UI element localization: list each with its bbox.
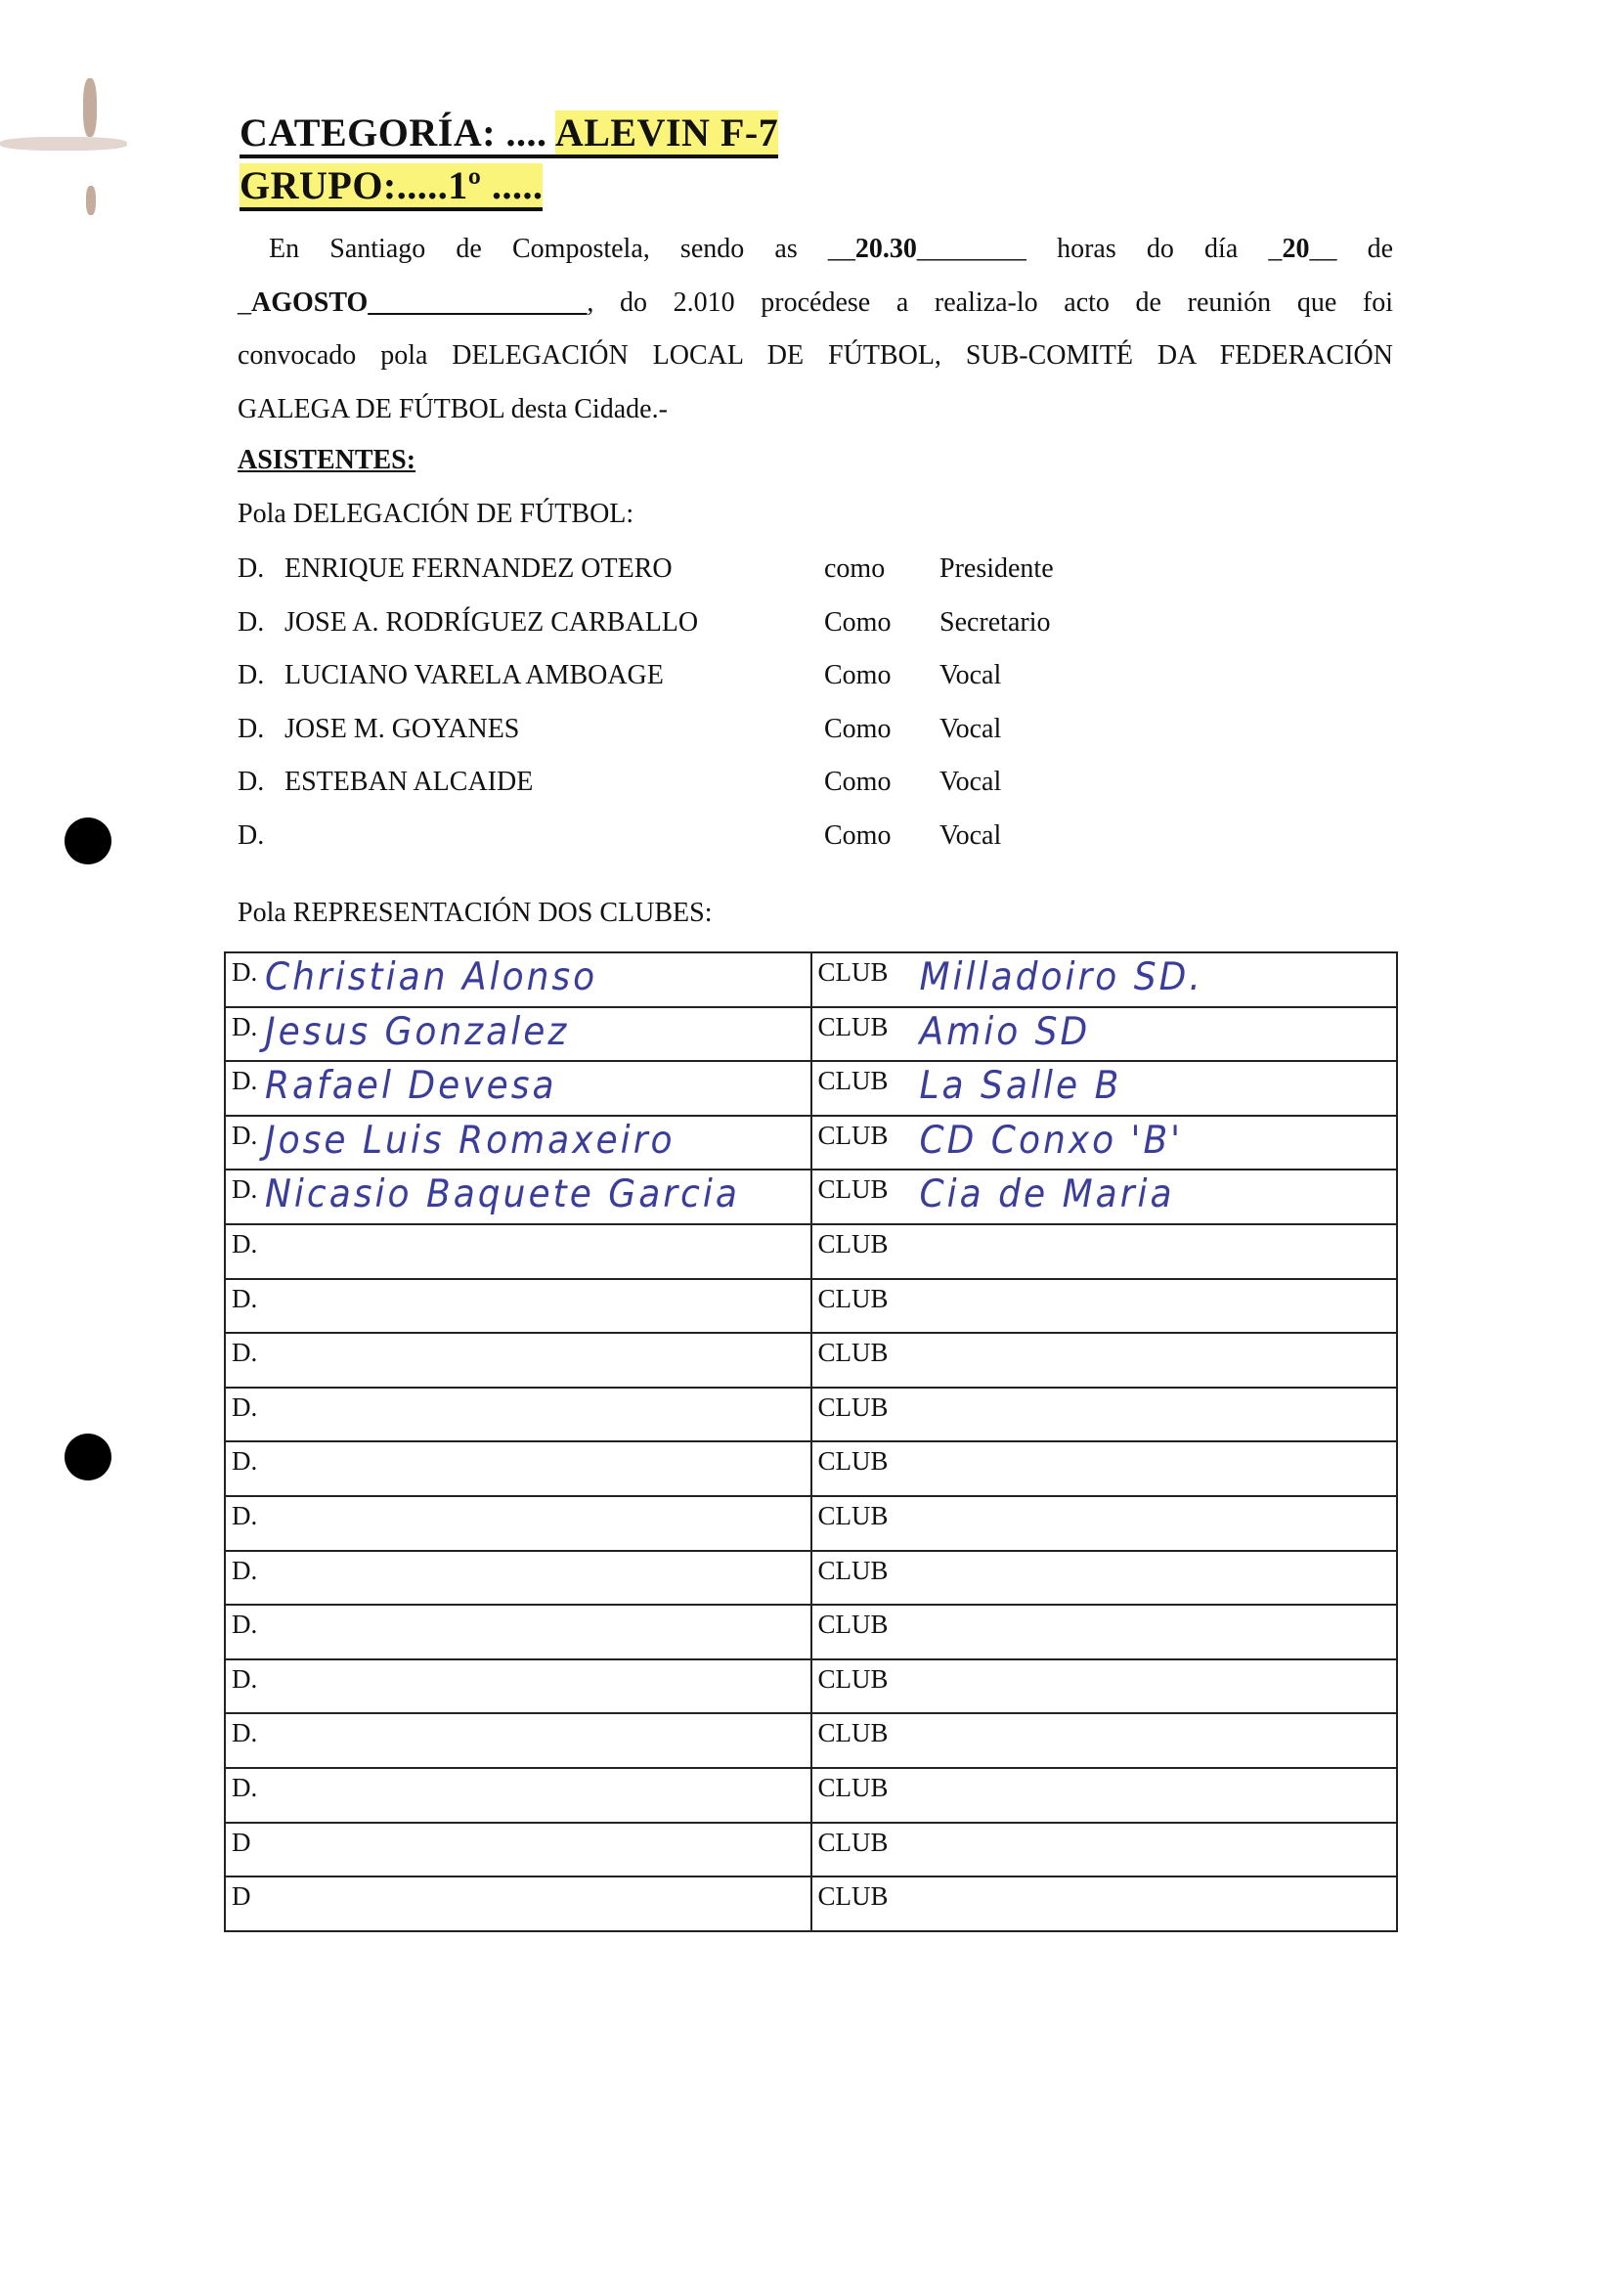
club-cell xyxy=(811,1551,1398,1606)
stain xyxy=(0,137,127,151)
club-cell xyxy=(811,1877,1398,1931)
handwritten-name: Nicasio Baquete Garcia xyxy=(265,1172,740,1217)
club-label: CLUB xyxy=(817,1555,889,1585)
stain xyxy=(83,78,97,137)
prefix: D. xyxy=(232,1120,258,1150)
member-row xyxy=(238,607,1117,639)
asistentes-heading: ASISTENTES: xyxy=(238,445,416,475)
club-label: CLUB xyxy=(817,1283,889,1313)
table-row xyxy=(225,1333,1397,1388)
club-label: CLUB xyxy=(817,1718,889,1748)
category-label: CATEGORÍA: .... xyxy=(240,110,547,155)
member-prefix: D. xyxy=(238,713,265,744)
prefix: D. xyxy=(232,957,258,987)
club-cell xyxy=(811,952,1398,1007)
member-row xyxy=(238,820,1117,852)
club-cell xyxy=(811,1768,1398,1823)
member-prefix: D. xyxy=(238,767,265,798)
club-label: CLUB xyxy=(817,1338,889,1368)
member-como: Como xyxy=(824,606,892,638)
delegate-cell xyxy=(225,1441,811,1496)
member-prefix: D. xyxy=(238,606,265,638)
category-value: ALEVIN F-7 xyxy=(554,110,779,155)
member-row xyxy=(238,767,1117,798)
member-row xyxy=(238,553,1117,585)
member-role: Secretario xyxy=(939,606,1051,638)
delegate-cell xyxy=(225,1551,811,1606)
prefix: D xyxy=(232,1827,251,1857)
prefix: D. xyxy=(232,1066,258,1096)
group-label: GRUPO:.....1º ..... xyxy=(240,163,543,211)
delegate-cell xyxy=(225,1333,811,1388)
table-row xyxy=(225,1007,1397,1062)
club-cell xyxy=(811,1605,1398,1659)
prefix: D. xyxy=(232,1555,258,1585)
delegate-cell xyxy=(225,1116,811,1170)
punch-hole xyxy=(65,817,111,864)
table-row xyxy=(225,1659,1397,1714)
handwritten-name: Jose Luis Romaxeiro xyxy=(265,1118,676,1163)
member-name: LUCIANO VARELA AMBOAGE xyxy=(284,660,664,691)
handwritten-club: La Salle B xyxy=(919,1064,1122,1109)
club-cell xyxy=(811,1496,1398,1551)
club-label: CLUB xyxy=(817,1391,889,1422)
table-row xyxy=(225,1713,1397,1768)
punch-hole xyxy=(65,1434,111,1480)
club-label: CLUB xyxy=(817,1827,889,1857)
prefix: D. xyxy=(232,1011,258,1041)
delegate-cell xyxy=(225,1061,811,1116)
table-row xyxy=(225,1768,1397,1823)
group-heading xyxy=(240,162,543,208)
member-prefix: D. xyxy=(238,820,265,851)
prefix: D. xyxy=(232,1391,258,1422)
club-label: CLUB xyxy=(817,1066,889,1096)
table-row xyxy=(225,1388,1397,1442)
delegate-cell xyxy=(225,1279,811,1334)
member-name: JOSE A. RODRÍGUEZ CARBALLO xyxy=(284,606,699,638)
club-label: CLUB xyxy=(817,1881,889,1912)
table-row xyxy=(225,1441,1397,1496)
member-name: JOSE M. GOYANES xyxy=(284,713,520,744)
table-row xyxy=(225,952,1397,1007)
prefix: D. xyxy=(232,1174,258,1205)
member-role: Vocal xyxy=(939,713,1002,744)
member-prefix: D. xyxy=(238,553,265,584)
member-name: ENRIQUE FERNANDEZ OTERO xyxy=(284,553,673,584)
handwritten-club: Milladoiro SD. xyxy=(919,954,1203,1000)
handwritten-name: Rafael Devesa xyxy=(265,1064,557,1109)
club-label: CLUB xyxy=(817,957,889,987)
prefix: D. xyxy=(232,1446,258,1477)
stain xyxy=(86,186,96,215)
club-cell xyxy=(811,1823,1398,1877)
club-label: CLUB xyxy=(817,1228,889,1258)
table-row xyxy=(225,1224,1397,1279)
delegacion-heading: Pola DELEGACIÓN DE FÚTBOL: xyxy=(238,499,634,529)
prefix: D. xyxy=(232,1338,258,1368)
member-role: Presidente xyxy=(939,553,1054,584)
member-role: Vocal xyxy=(939,820,1002,851)
member-row xyxy=(238,714,1117,745)
club-cell xyxy=(811,1061,1398,1116)
delegate-cell xyxy=(225,1605,811,1659)
handwritten-club: Amio SD xyxy=(919,1009,1091,1054)
handwritten-club: Cia de Maria xyxy=(919,1172,1175,1217)
table-row xyxy=(225,1823,1397,1877)
member-como: Como xyxy=(824,767,892,798)
prefix: D. xyxy=(232,1610,258,1640)
handwritten-name: Christian Alonso xyxy=(265,954,598,1000)
club-cell xyxy=(811,1713,1398,1768)
member-como: como xyxy=(824,553,886,584)
member-name xyxy=(284,820,824,852)
club-label: CLUB xyxy=(817,1174,889,1205)
prefix: D xyxy=(232,1881,251,1912)
clubs-table xyxy=(224,951,1398,1932)
handwritten-name: Jesus Gonzalez xyxy=(265,1009,570,1054)
club-cell xyxy=(811,1170,1398,1224)
club-cell xyxy=(811,1224,1398,1279)
member-prefix: D. xyxy=(238,660,265,691)
category-heading xyxy=(240,110,778,155)
prefix: D. xyxy=(232,1772,258,1802)
table-row xyxy=(225,1496,1397,1551)
table-row xyxy=(225,1279,1397,1334)
delegate-cell xyxy=(225,1768,811,1823)
member-como: Como xyxy=(824,820,892,851)
table-row xyxy=(225,1061,1397,1116)
club-cell xyxy=(811,1659,1398,1714)
table-row xyxy=(225,1116,1397,1170)
table-row xyxy=(225,1551,1397,1606)
prefix: D. xyxy=(232,1283,258,1313)
prefix: D. xyxy=(232,1500,258,1530)
table-row xyxy=(225,1877,1397,1931)
member-name: ESTEBAN ALCAIDE xyxy=(284,767,534,798)
club-label: CLUB xyxy=(817,1610,889,1640)
member-como: Como xyxy=(824,713,892,744)
table-row xyxy=(225,1605,1397,1659)
delegate-cell xyxy=(225,1496,811,1551)
club-label: CLUB xyxy=(817,1772,889,1802)
member-row xyxy=(238,660,1117,691)
delegate-cell xyxy=(225,1823,811,1877)
delegate-cell xyxy=(225,1224,811,1279)
club-cell xyxy=(811,1116,1398,1170)
delegate-cell xyxy=(225,1659,811,1714)
club-label: CLUB xyxy=(817,1663,889,1694)
club-cell xyxy=(811,1388,1398,1442)
prefix: D. xyxy=(232,1718,258,1748)
club-cell xyxy=(811,1333,1398,1388)
delegate-cell xyxy=(225,1388,811,1442)
delegate-cell xyxy=(225,1877,811,1931)
member-role: Vocal xyxy=(939,660,1002,691)
member-role: Vocal xyxy=(939,767,1002,798)
club-label: CLUB xyxy=(817,1011,889,1041)
handwritten-club: CD Conxo 'B' xyxy=(919,1118,1184,1163)
prefix: D. xyxy=(232,1663,258,1694)
delegate-cell xyxy=(225,952,811,1007)
club-label: CLUB xyxy=(817,1446,889,1477)
member-como: Como xyxy=(824,660,892,691)
delegate-cell xyxy=(225,1170,811,1224)
club-label: CLUB xyxy=(817,1500,889,1530)
delegate-cell xyxy=(225,1713,811,1768)
intro-paragraph: En Santiago de Compostela, sendo as __20.30________ horas do día _20__ de _AGOSTO________________, do 2.010 procédese a realiza-lo acto de reunión que foi convocado pola DELEGACIÓN LOCAL DE FÚTBOL, SUB-COMITÉ DA FEDERACIÓN GALEGA DE FÚTBOL desta Cidade.- xyxy=(238,234,1394,424)
club-cell xyxy=(811,1279,1398,1334)
club-label: CLUB xyxy=(817,1120,889,1150)
prefix: D. xyxy=(232,1228,258,1258)
club-cell xyxy=(811,1441,1398,1496)
table-row xyxy=(225,1170,1397,1224)
clubes-heading: Pola REPRESENTACIÓN DOS CLUBES: xyxy=(238,898,713,928)
club-cell xyxy=(811,1007,1398,1062)
delegate-cell xyxy=(225,1007,811,1062)
